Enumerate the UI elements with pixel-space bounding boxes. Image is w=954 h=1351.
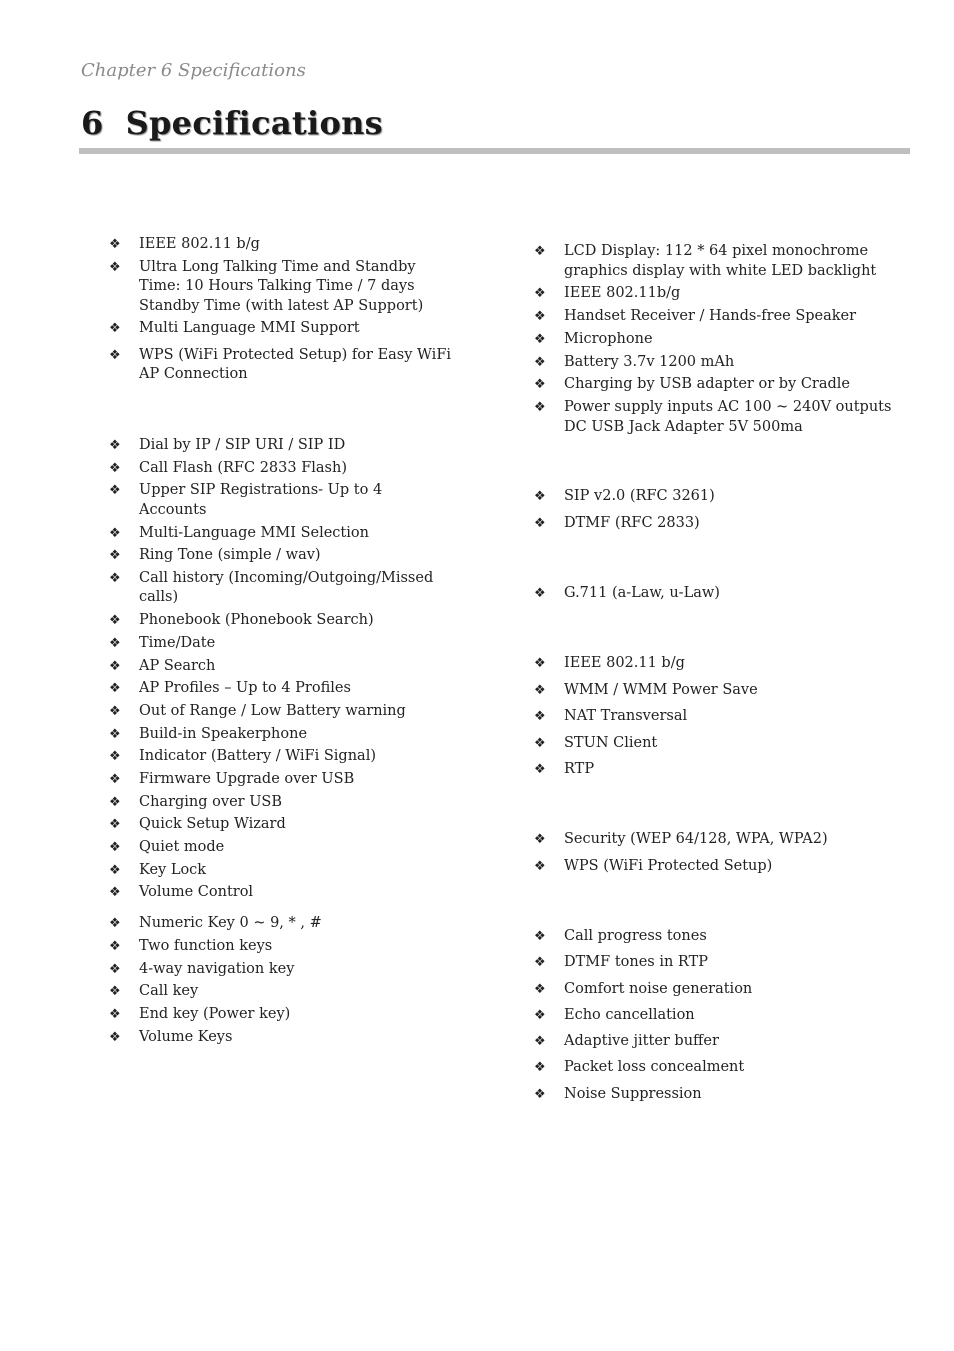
protocols-list [534, 487, 894, 533]
keys-list [109, 914, 454, 1047]
list-item: ❖ Dial by IP / SIP URI / SIP ID [109, 436, 454, 456]
list-item: ❖ Handset Receiver / Hands-free Speaker [534, 307, 894, 327]
list-item: ❖ Packet loss concealment [534, 1058, 894, 1078]
list-item: ❖ Multi Language MMI Support [109, 319, 454, 339]
list-item: ❖ Firmware Upgrade over USB [109, 770, 454, 790]
list-item: ❖ WMM / WMM Power Save [534, 681, 894, 701]
list-item: ❖ IEEE 802.11 b/g [109, 235, 454, 255]
list-item: ❖ Quick Setup Wizard [109, 815, 454, 835]
list-item: ❖ Ring Tone (simple / wav) [109, 546, 454, 566]
list-item: ❖ AP Profiles – Up to 4 Profiles [109, 679, 454, 699]
list-item: ❖ STUN Client [534, 734, 894, 754]
network-list [534, 654, 894, 780]
list-item: ❖ Numeric Key 0 ~ 9, * , # [109, 914, 454, 934]
list-item: ❖ Ultra Long Talking Time and Standby Time: 10 Hours Talking Time / 7 days Standby Time (with latest AP Support) [109, 258, 454, 317]
list-item: ❖ NAT Transversal [534, 707, 894, 727]
list-item: ❖ Out of Range / Low Battery warning [109, 702, 454, 722]
page-title [81, 104, 383, 142]
hardware-list [534, 242, 894, 437]
list-item: ❖ 4-way navigation key [109, 960, 454, 980]
list-item: ❖ Battery 3.7v 1200 mAh [534, 353, 894, 373]
list-item: ❖ DTMF tones in RTP [534, 953, 894, 973]
title-divider [79, 148, 910, 154]
list-item: ❖ Volume Control [109, 883, 454, 903]
list-item: ❖ Build-in Speakerphone [109, 725, 454, 745]
features-list [109, 235, 454, 385]
list-item: ❖ Power supply inputs AC 100 ~ 240V outputs DC USB Jack Adapter 5V 500ma [534, 398, 894, 437]
chapter-title: Specifications [125, 104, 383, 142]
running-header: Chapter 6 Specifications [81, 60, 306, 81]
list-item: ❖ Quiet mode [109, 838, 454, 858]
list-item: ❖ Echo cancellation [534, 1006, 894, 1026]
list-item: ❖ Upper SIP Registrations- Up to 4 Accounts [109, 481, 454, 520]
list-item: ❖ Call key [109, 982, 454, 1002]
list-item: ❖ DTMF (RFC 2833) [534, 514, 894, 534]
list-item: ❖ Call progress tones [534, 927, 894, 947]
list-item: ❖ End key (Power key) [109, 1005, 454, 1025]
list-item: ❖ Noise Suppression [534, 1085, 894, 1105]
list-item: ❖ Time/Date [109, 634, 454, 654]
list-item: ❖ SIP v2.0 (RFC 3261) [534, 487, 894, 507]
list-item: ❖ Multi-Language MMI Selection [109, 524, 454, 544]
list-item: ❖ AP Search [109, 657, 454, 677]
list-item: ❖ LCD Display: 112 * 64 pixel monochrome graphics display with white LED backlight [534, 242, 894, 281]
list-item: ❖ Call Flash (RFC 2833 Flash) [109, 459, 454, 479]
functions-list [109, 436, 454, 903]
list-item: ❖ Charging over USB [109, 793, 454, 813]
codec-list [534, 584, 894, 604]
security-list [534, 830, 894, 876]
list-item: ❖ Adaptive jitter buffer [534, 1032, 894, 1052]
list-item: ❖ Volume Keys [109, 1028, 454, 1048]
list-item: ❖ IEEE 802.11 b/g [534, 654, 894, 674]
voice-list [534, 927, 894, 1104]
list-item: ❖ Charging by USB adapter or by Cradle [534, 375, 894, 395]
list-item: ❖ Key Lock [109, 861, 454, 881]
list-item: ❖ IEEE 802.11b/g [534, 284, 894, 304]
list-item: ❖ Security (WEP 64/128, WPA, WPA2) [534, 830, 894, 850]
list-item: ❖ G.711 (a-Law, u-Law) [534, 584, 894, 604]
list-item: ❖ Phonebook (Phonebook Search) [109, 611, 454, 631]
list-item: ❖ WPS (WiFi Protected Setup) [534, 857, 894, 877]
list-item: ❖ Comfort noise generation [534, 980, 894, 1000]
list-item: ❖ WPS (WiFi Protected Setup) for Easy WiFi AP Connection [109, 346, 454, 385]
list-item: ❖ Call history (Incoming/Outgoing/Missed calls) [109, 569, 454, 608]
list-item: ❖ RTP [534, 760, 894, 780]
list-item: ❖ Two function keys [109, 937, 454, 957]
chapter-number: 6 [81, 104, 104, 142]
list-item: ❖ Microphone [534, 330, 894, 350]
list-item: ❖ Indicator (Battery / WiFi Signal) [109, 747, 454, 767]
